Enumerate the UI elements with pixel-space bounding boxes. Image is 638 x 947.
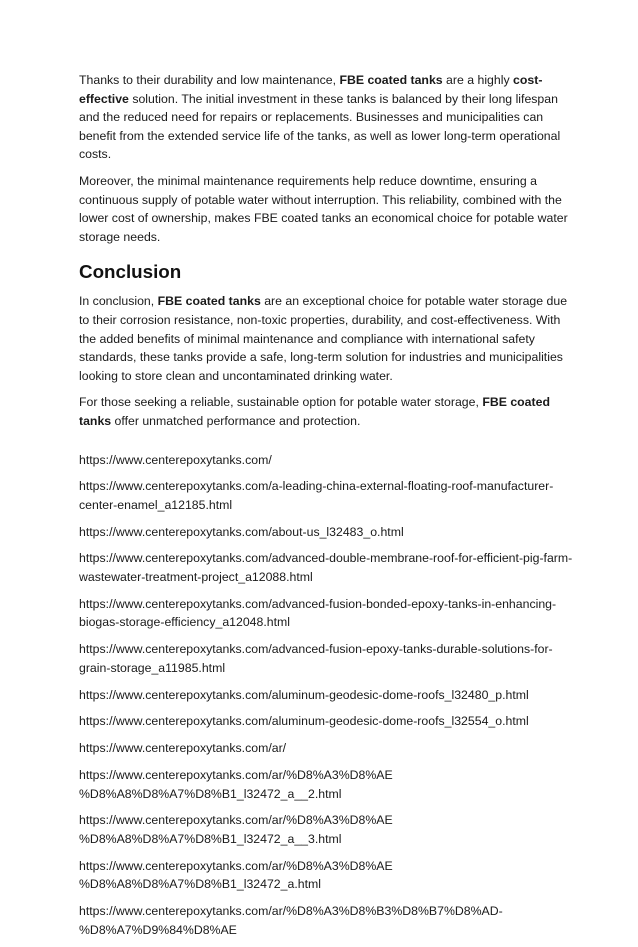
link-list bbox=[79, 451, 579, 940]
link-item[interactable] bbox=[79, 451, 579, 470]
conclusion-paragraph-1 bbox=[79, 292, 579, 385]
link-text: wastewater-treatment-project_a12088.html bbox=[79, 570, 313, 585]
conclusion-heading: Conclusion bbox=[79, 261, 182, 283]
link-item[interactable] bbox=[79, 523, 579, 542]
link-text: https://www.centerepoxytanks.com/advanced-fusion-bonded-epoxy-tanks-in-enhancing- bbox=[79, 596, 557, 611]
link-item[interactable] bbox=[79, 549, 579, 586]
fbe-emphasis: FBE coated tanks bbox=[157, 294, 261, 309]
intro-paragraph-1 bbox=[79, 71, 579, 164]
intro-text-2: are a highly bbox=[442, 73, 514, 87]
link-text: https://www.centerepoxytanks.com/ar/ bbox=[79, 741, 287, 756]
link-text: https://www.centerepoxytanks.com/ bbox=[79, 452, 272, 467]
conclusion-text-3: For those seeking a reliable, sustainable option for potable water storage, bbox=[79, 395, 483, 410]
link-text: https://www.centerepoxytanks.com/aluminum-geodesic-dome-roofs_l32480_p.html bbox=[79, 687, 529, 702]
document-page bbox=[79, 71, 579, 947]
conclusion-paragraph-2 bbox=[79, 393, 579, 430]
link-item[interactable] bbox=[79, 477, 579, 514]
link-text: https://www.centerepoxytanks.com/ar/%D8%A3%D8%AE bbox=[79, 858, 393, 873]
link-item[interactable] bbox=[79, 766, 579, 803]
conclusion-text-2: are an exceptional choice for potable water storage due to their corrosion resistance, non-toxic properties, durability, and cost-effectiveness. With the added benefits of minimal maintenance and compliance with international safety standards, these tanks provide a safe, long-term solution for industries and municipalities looking to store clean and uncontaminated drinking water. bbox=[79, 294, 568, 383]
intro-text-1: Thanks to their durability and low maintenance, bbox=[79, 73, 340, 87]
link-text: https://www.centerepoxytanks.com/about-us_l32483_o.html bbox=[79, 524, 404, 539]
link-item[interactable] bbox=[79, 811, 579, 848]
link-text: https://www.centerepoxytanks.com/a-leading-china-external-floating-roof-manufacturer- bbox=[79, 479, 554, 494]
link-text: https://www.centerepoxytanks.com/ar/%D8%A3%D8%AE bbox=[79, 813, 393, 828]
fbe-emphasis: FBE coated tanks bbox=[339, 73, 443, 87]
link-item[interactable] bbox=[79, 712, 579, 731]
intro-text-3: solution. The initial investment in these tanks is balanced by their long lifespan and the reduced need for repairs or replacements. Businesses and municipalities can benefit from the extended service life of the tanks, as well as lower long-term operational costs. bbox=[79, 91, 561, 162]
link-text: biogas-storage-efficiency_a12048.html bbox=[79, 615, 290, 630]
link-text: %D8%A8%D8%A7%D8%B1_l32472_a__3.html bbox=[79, 831, 342, 846]
link-item[interactable] bbox=[79, 739, 579, 758]
cost-effective-emphasis: cost-effective bbox=[79, 73, 543, 106]
link-item[interactable] bbox=[79, 686, 579, 705]
link-text: https://www.centerepoxytanks.com/ar/%D8%A3%D8%B3%D8%B7%D8%AD- bbox=[79, 904, 503, 919]
link-item[interactable] bbox=[79, 595, 579, 632]
link-text: https://www.centerepoxytanks.com/advanced-double-membrane-roof-for-efficient-pig-farm- bbox=[79, 551, 573, 566]
conclusion-text-4: offer unmatched performance and protection. bbox=[111, 413, 361, 428]
conclusion-text-1: In conclusion, bbox=[79, 294, 158, 309]
link-text: %D8%A7%D9%84%D8%AE bbox=[79, 922, 237, 937]
link-text: %D8%A8%D8%A7%D8%B1_l32472_a__2.html bbox=[79, 786, 342, 801]
link-item[interactable] bbox=[79, 640, 579, 677]
fbe-emphasis: FBE coated tanks bbox=[79, 395, 550, 428]
link-item[interactable] bbox=[79, 902, 579, 939]
link-text: grain-storage_a11985.html bbox=[79, 660, 226, 675]
intro-paragraph-2: Moreover, the minimal maintenance requirements help reduce downtime, ensuring a continuous supply of potable water without interruption. This reliability, combined with the lower cost of ownership, makes FBE coated tanks an economical choice for potable water storage needs. bbox=[79, 173, 568, 244]
link-item[interactable] bbox=[79, 857, 579, 894]
link-text: https://www.centerepoxytanks.com/ar/%D8%A3%D8%AE bbox=[79, 767, 393, 782]
link-text: https://www.centerepoxytanks.com/advanced-fusion-epoxy-tanks-durable-solutions-for- bbox=[79, 642, 553, 657]
link-text: center-enamel_a12185.html bbox=[79, 497, 233, 512]
link-text: https://www.centerepoxytanks.com/aluminum-geodesic-dome-roofs_l32554_o.html bbox=[79, 714, 529, 729]
link-text: %D8%A8%D8%A7%D8%B1_l32472_a.html bbox=[79, 877, 321, 892]
